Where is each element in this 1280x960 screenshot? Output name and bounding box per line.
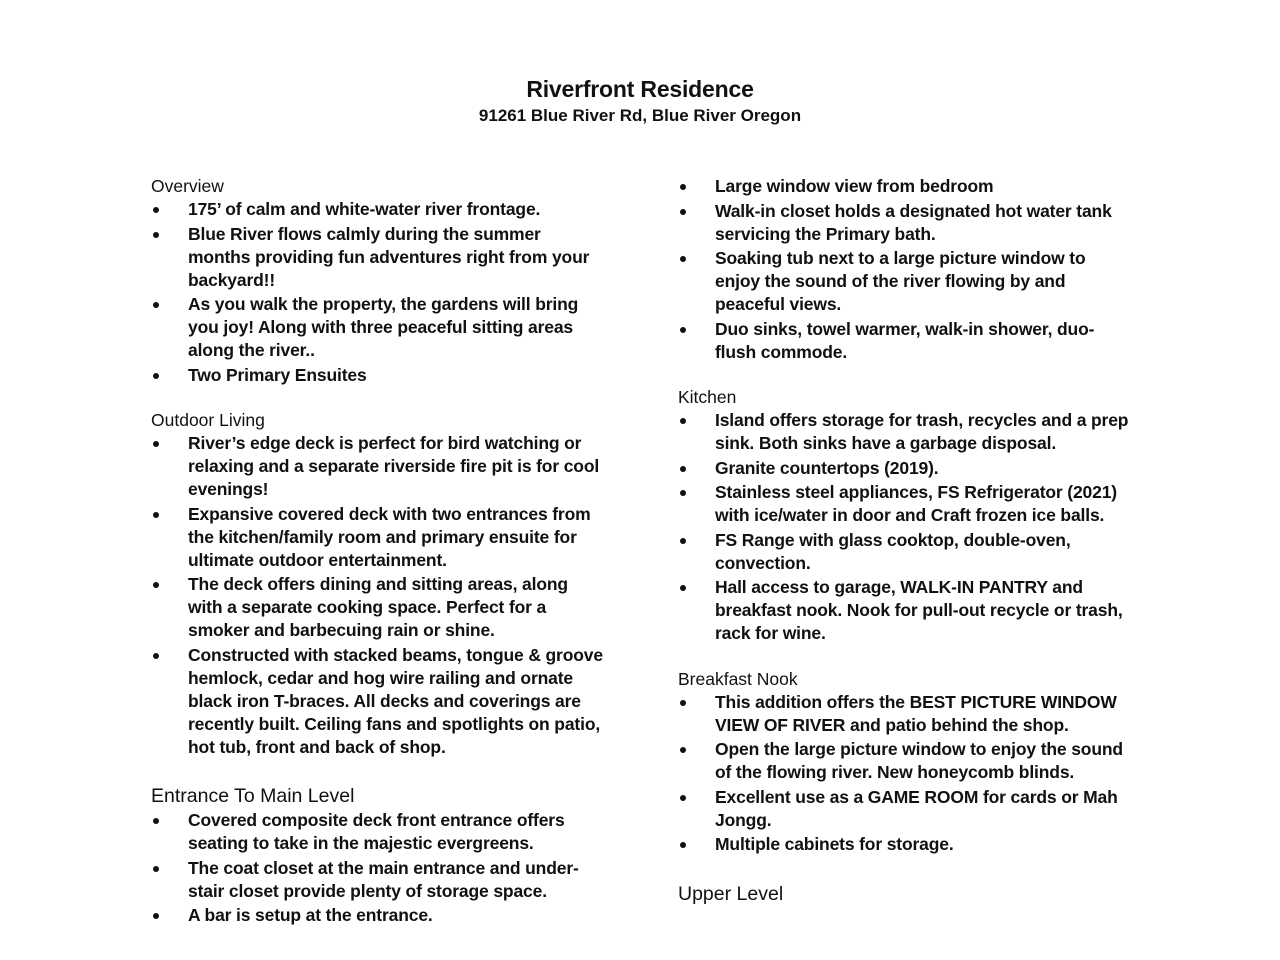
list-item: Soaking tub next to a large picture window to enjoy the sound of the river flowing by and peaceful views. — [678, 247, 1133, 316]
outdoor-living-heading: Outdoor Living — [151, 410, 265, 430]
primary-suite-list — [678, 175, 1133, 364]
upper-level-heading: Upper Level — [678, 882, 784, 905]
list-item: The deck offers dining and sitting areas, along with a separate cooking space. Perfect for a smoker and barbecuing rain or shine. — [151, 573, 606, 642]
list-item: Covered composite deck front entrance offers seating to take in the majestic evergreens. — [151, 809, 606, 855]
list-item: Multiple cabinets for storage. — [678, 833, 1133, 856]
list-item: The coat closet at the main entrance and under-stair closet provide plenty of storage space. — [151, 857, 606, 903]
entrance-list — [151, 809, 606, 927]
list-item: Blue River flows calmly during the summer months providing fun adventures right from your backyard!! — [151, 223, 606, 292]
list-item: Duo sinks, towel warmer, walk-in shower, duo-flush commode. — [678, 318, 1133, 364]
list-item: Hall access to garage, WALK-IN PANTRY and breakfast nook. Nook for pull-out recycle or trash, rack for wine. — [678, 576, 1133, 645]
list-item: Constructed with stacked beams, tongue & groove hemlock, cedar and hog wire railing and ornate black iron T-braces. All decks and coverings are recently built. Ceiling fans and spotlights on patio, hot tub, front and back of shop. — [151, 644, 606, 759]
breakfast-nook-list — [678, 691, 1133, 857]
kitchen-list — [678, 409, 1133, 645]
list-item: Island offers storage for trash, recycles and a prep sink. Both sinks have a garbage disposal. — [678, 409, 1133, 455]
breakfast-nook-heading: Breakfast Nook — [678, 668, 798, 689]
kitchen-heading: Kitchen — [678, 387, 737, 407]
list-item: Expansive covered deck with two entrances from the kitchen/family room and primary ensuite for ultimate outdoor entertainment. — [151, 503, 606, 572]
outdoor-living-list — [151, 432, 606, 759]
document-title: Riverfront Residence — [526, 76, 754, 102]
overview-list — [151, 198, 606, 387]
overview-heading: Overview — [151, 176, 224, 196]
list-item: Two Primary Ensuites — [151, 364, 606, 387]
list-item: Large window view from bedroom — [678, 175, 1133, 198]
list-item: Granite countertops (2019). — [678, 457, 1133, 480]
list-item: FS Range with glass cooktop, double-oven, convection. — [678, 529, 1133, 575]
list-item: Walk-in closet holds a designated hot water tank servicing the Primary bath. — [678, 200, 1133, 246]
list-item: This addition offers the BEST PICTURE WINDOW VIEW OF RIVER and patio behind the shop. — [678, 691, 1133, 737]
right-column — [678, 175, 1133, 907]
list-item: Open the large picture window to enjoy the sound of the flowing river. New honeycomb blinds. — [678, 738, 1133, 784]
list-item: 175’ of calm and white-water river frontage. — [151, 198, 606, 221]
left-column — [151, 175, 606, 929]
list-item: River’s edge deck is perfect for bird watching or relaxing and a separate riverside fire pit is for cool evenings! — [151, 432, 606, 501]
list-item: As you walk the property, the gardens will bring you joy! Along with three peaceful sitting areas along the river.. — [151, 293, 606, 362]
property-address: 91261 Blue River Rd, Blue River Oregon — [478, 106, 802, 125]
list-item: Stainless steel appliances, FS Refrigerator (2021) with ice/water in door and Craft frozen ice balls. — [678, 481, 1133, 527]
list-item: Excellent use as a GAME ROOM for cards or Mah Jongg. — [678, 786, 1133, 832]
list-item: A bar is setup at the entrance. — [151, 904, 606, 927]
entrance-heading: Entrance To Main Level — [151, 785, 355, 807]
